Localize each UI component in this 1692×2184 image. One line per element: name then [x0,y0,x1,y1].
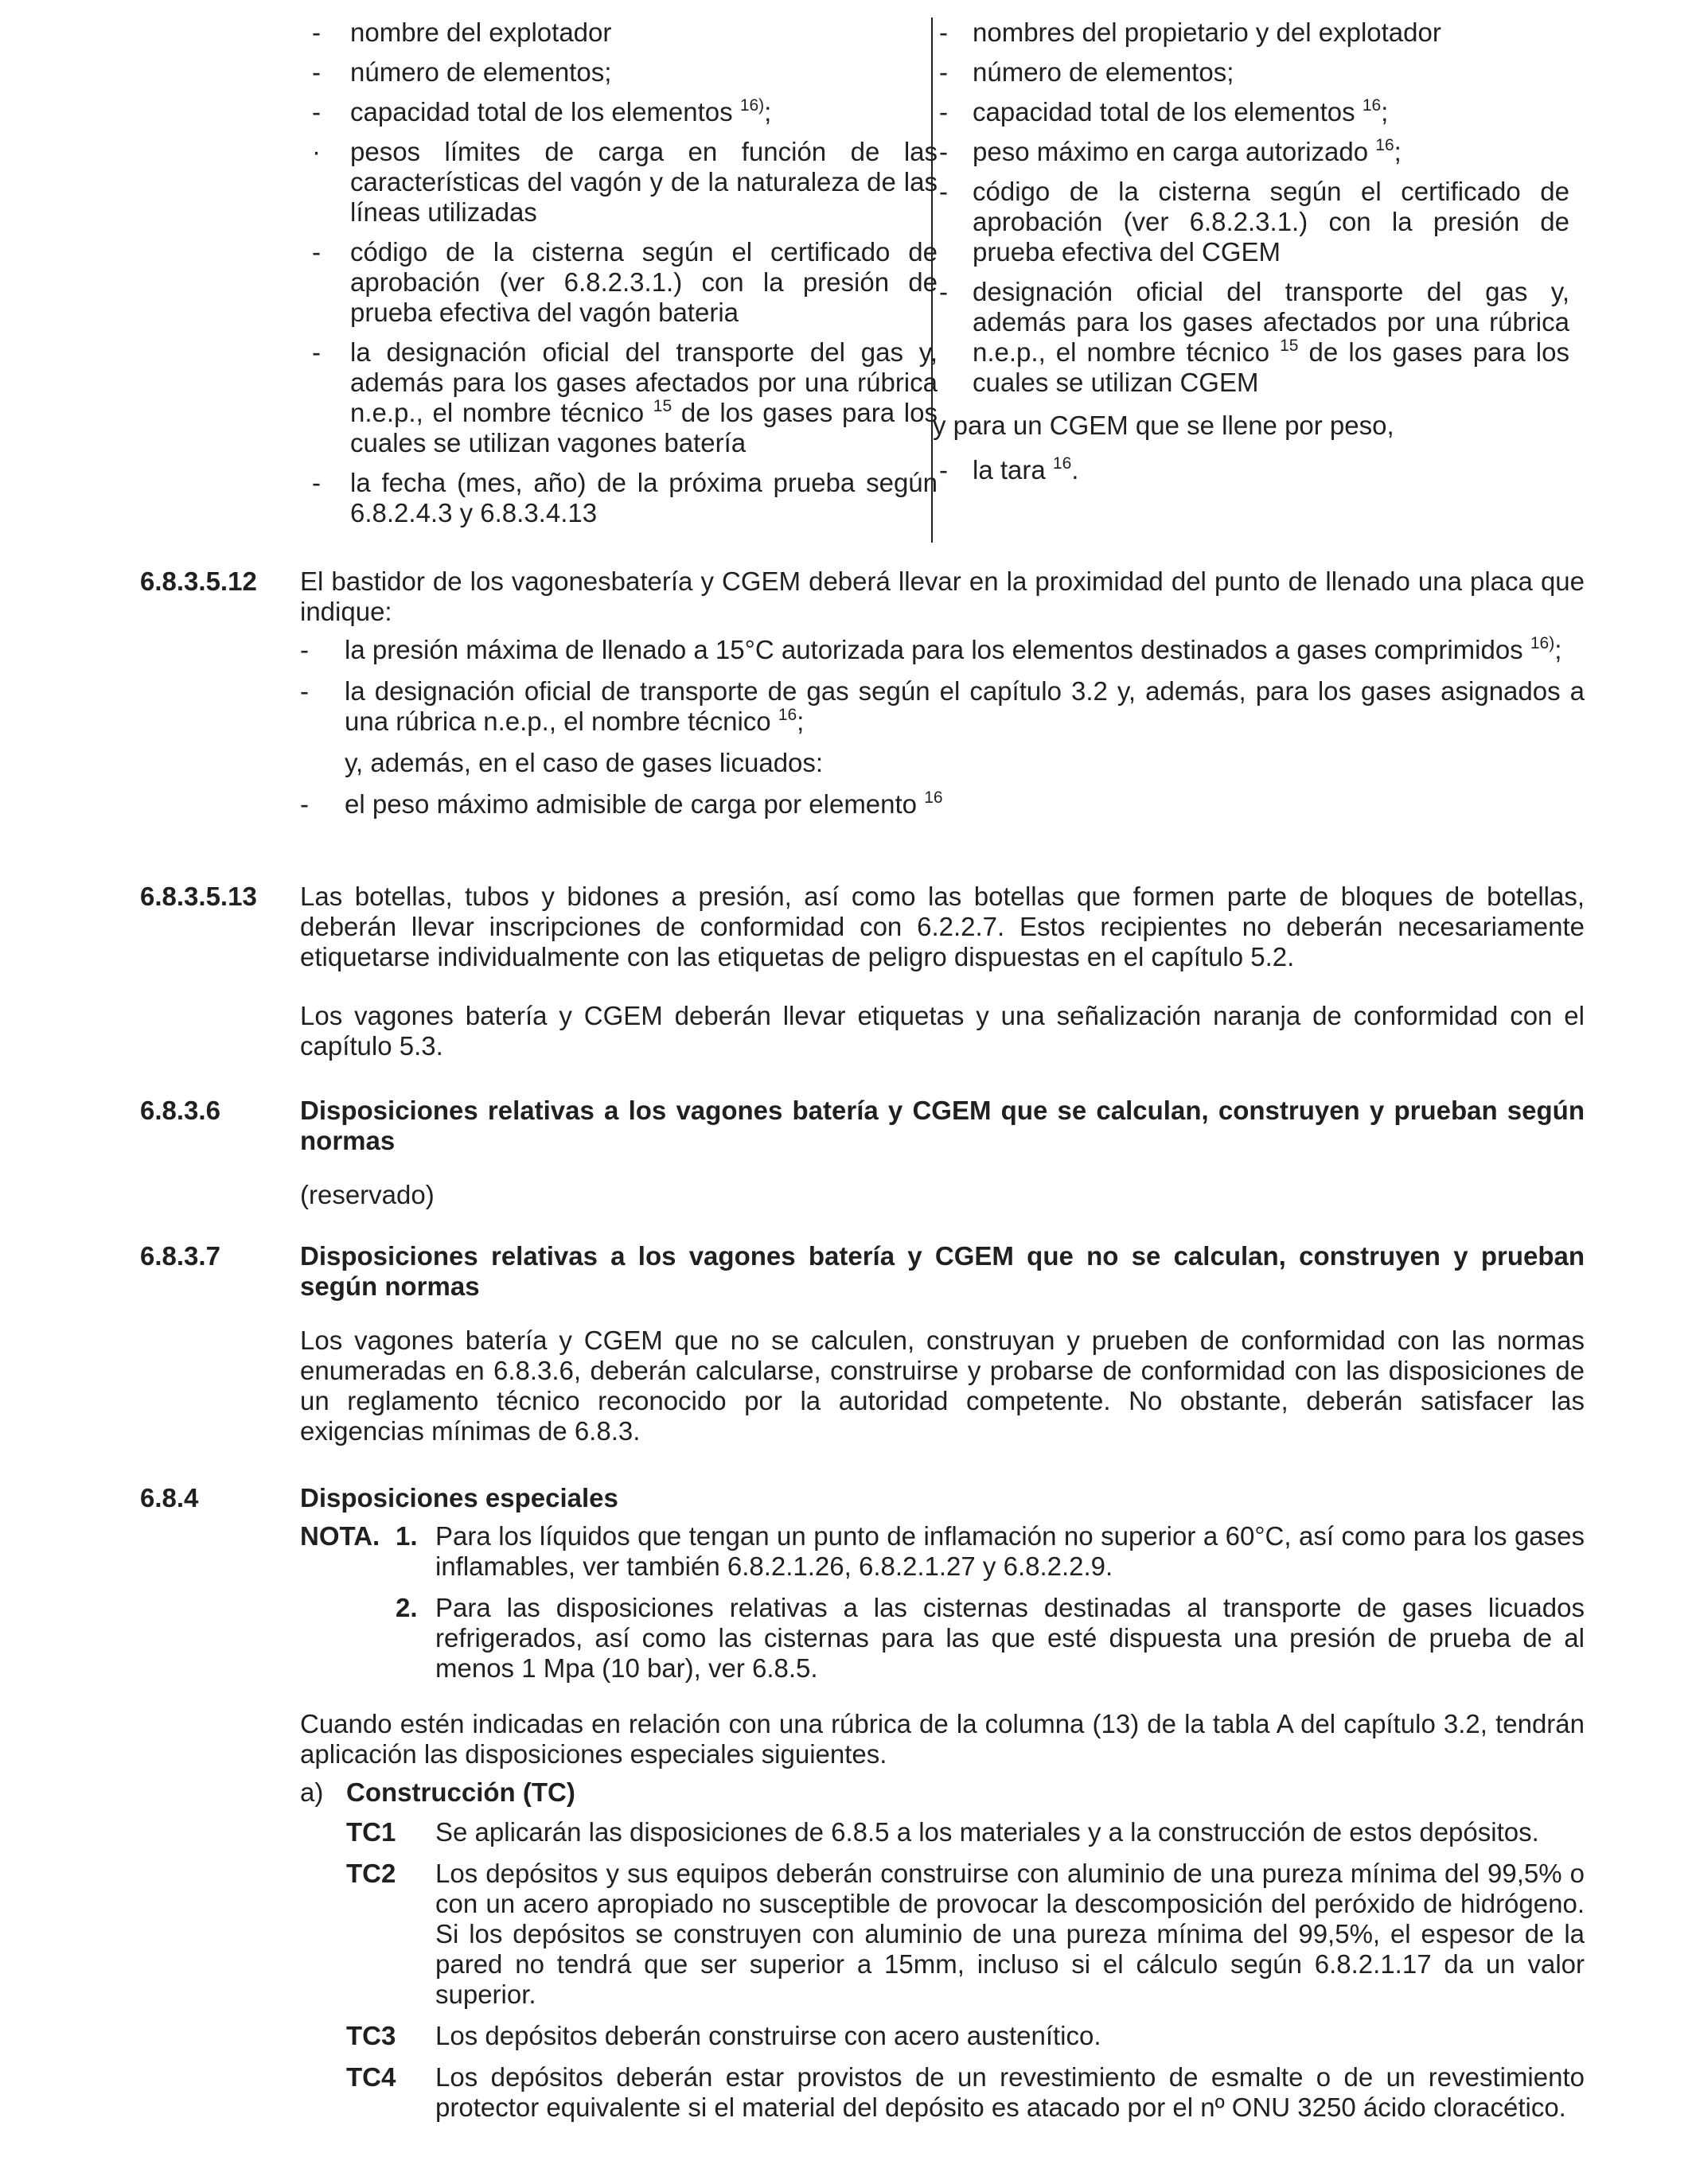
note-item: NOTA. 1. Para los líquidos que tengan un punto de inflamación no superior a 60°C, así como para los gases inflamables, ver también 6.8.2.1.26, 6.8.2.1.27 y 6.8.2.2.9. [300,1521,1585,1581]
section-title: Disposiciones relativas a los vagones batería y CGEM que se calculan, construyen y prueban según normas [300,1096,1585,1155]
list-item: - la presión máxima de llenado a 15°C autorizada para los elementos destinados a gases comprimidos $^{16)}$; [300,634,1562,664]
section-title: Disposiciones especiales [300,1483,618,1512]
footnote-ref: 15 [653,397,673,415]
bullet: - [312,468,321,497]
bullet: - [300,635,309,664]
subsection-heading: a) Construcción (TC) [300,1777,575,1807]
note-label: NOTA. [300,1521,380,1551]
provision-item: TC3 Los depósitos deberán construirse con acero austenítico. [346,2021,1101,2050]
bullet: - [939,137,948,166]
list-item: - código de la cisterna según el certificado de aprobación (ver 6.8.2.3.1.) con la presión de prueba efectiva del vagón bateria [312,237,938,327]
paragraph: Cuando estén indicadas en relación con una rúbrica de la columna (13) de la tabla A del capítulo 3.2, tendrán aplicación las disposiciones especiales siguientes. [300,1709,1585,1769]
list-item: - capacidad total de los elementos $^{16)}$; [312,96,772,127]
list-item: - la fecha (mes, año) de la próxima prueba según 6.8.2.4.3 y 6.8.3.4.13 [312,468,938,528]
list-item: - capacidad total de los elementos $^{16}$; [939,96,1389,127]
bullet: - [939,177,948,206]
bullet: - [312,237,321,267]
bullet: - [939,455,948,485]
note-item: 2. Para las disposiciones relativas a las cisternas destinadas al transporte de gases licuados refrigerados, así como las cisternas para las que esté dispuesta una presión de prueba de al menos 1 Mpa (10 bar), ver 6.8.5. [396,1593,1585,1683]
footnote-ref: 16) [739,96,765,115]
section-number: 6.8.4 [140,1483,199,1512]
subsection-letter: a) [300,1777,324,1807]
cgem-weight-note: y para un CGEM que se llene por peso, [933,411,1394,440]
paragraph: (reservado) [300,1180,435,1209]
section-number: 6.8.3.6 [140,1096,220,1125]
list-item: - peso máximo en carga autorizado $^{16}$; [939,136,1402,166]
footnote-ref: 16 [924,788,943,807]
provision-item: TC2 Los depósitos y sus equipos deberán construirse con aluminio de una pureza mínima del 99,5% o con un acero apropiado no susceptible de provocar la descomposición del peróxido de hidrógeno. Si los depósitos se construyen con aluminio de una pureza mínima del 99,5%, el espesor de la pared no tendrá que ser superior a 15mm, incluso si el cálculo según 6.8.2.1.17 da un valor superior. [346,1859,1585,2009]
list-item: - designación oficial del transporte del gas y, además para los gases afectados por una rúbrica n.e.p., el nombre técnico $^{15}$ de los gases para los cuales se utilizan CGEM [939,277,1569,397]
provision-code: TC2 [346,1859,396,1888]
right-column [931,18,1585,543]
list-item: - número de elementos; [312,57,612,87]
provision-item: TC4 Los depósitos deberán estar provistos de un revestimiento de esmalte o de un revestimiento protector equivalente si el material del depósito es atacado por el nº ONU 3250 ácido cloracético. [346,2062,1585,2122]
bullet: - [312,57,321,87]
bullet: - [939,277,948,306]
footnote-ref: 16 [1362,96,1382,115]
list-item: - la designación oficial de transporte de gas según el capítulo 3.2 y, además, para los gases asignados a una rúbrica n.e.p., el nombre técnico $^{16}$; [300,676,1585,736]
provision-code: TC3 [346,2021,396,2050]
section-number: 6.8.3.7 [140,1241,220,1271]
paragraph: Las botellas, tubos y bidones a presión, así como las botellas que formen parte de bloques de botellas, deberán llevar inscripciones de conformidad con 6.2.2.7. Estos recipientes no deberán necesariamente etiquetarse individualmente con las etiquetas de peligro dispuestas en el capítulo 5.2. [300,882,1585,971]
bullet: - [300,789,309,819]
bullet: - [312,18,321,47]
provision-code: TC1 [346,1817,396,1847]
list-item: - código de la cisterna según el certificado de aprobación (ver 6.8.2.3.1.) con la presión de prueba efectiva del CGEM [939,177,1569,267]
section-number: 6.8.3.5.12 [140,566,257,596]
list-item: - nombre del explotador [312,18,612,47]
note-number: 2. [396,1593,418,1622]
bullet: - [939,57,948,87]
paragraph: Los vagones batería y CGEM que no se calculen, construyan y prueben de conformidad con las normas enumeradas en 6.8.3.6, deberán calcularse, construirse y probarse de conformidad con las disposiciones de un reglamento técnico reconocido por la autoridad competente. No obstante, deberán satisfacer las exigencias mínimas de 6.8.3. [300,1326,1585,1446]
footnote-ref: 16 [1375,136,1394,154]
list-item: · pesos límites de carga en función de las características del vagón y de la naturaleza de las líneas utilizadas [312,137,938,227]
paragraph: y, además, en el caso de gases licuados: [345,748,824,777]
list-item: - la tara $^{16}$. [939,454,1079,485]
list-item: - nombres del propietario y del explotador [939,18,1441,47]
bullet: - [300,676,309,706]
list-item: - la designación oficial del transporte del gas y, además para los gases afectados por una rúbrica n.e.p., el nombre técnico $^{15}$ de los gases para los cuales se utilizan vagones batería [312,337,938,457]
provision-code: TC4 [346,2062,396,2092]
bullet: - [939,97,948,127]
paragraph: Los vagones batería y CGEM deberán llevar etiquetas y una señalización naranja de conformidad con el capítulo 5.3. [300,1001,1585,1061]
list-item: - el peso máximo admisible de carga por elemento $^{16}$ [300,788,943,819]
paragraph: El bastidor de los vagonesbatería y CGEM deberá llevar en la proximidad del punto de llenado una placa que indique: [300,566,1585,626]
left-column [294,18,938,538]
section-title: Disposiciones relativas a los vagones batería y CGEM que no se calculan, construyen y prueban según normas [300,1241,1585,1301]
footnote-ref: 16) [1530,634,1555,652]
list-item: - número de elementos; [939,57,1234,87]
footnote-ref: 16 [1052,454,1072,473]
bullet: - [312,337,321,367]
bullet: - [939,18,948,47]
section-number: 6.8.3.5.13 [140,882,257,911]
marking-columns [294,18,1584,543]
bullet: · [312,137,321,166]
note-number: 1. [396,1521,418,1551]
bullet: - [312,97,321,127]
footnote-ref: 15 [1280,337,1299,355]
footnote-ref: 16 [778,706,797,724]
provision-item: TC1 Se aplicarán las disposiciones de 6.8.5 a los materiales y a la construcción de estos depósitos. [346,1817,1539,1847]
